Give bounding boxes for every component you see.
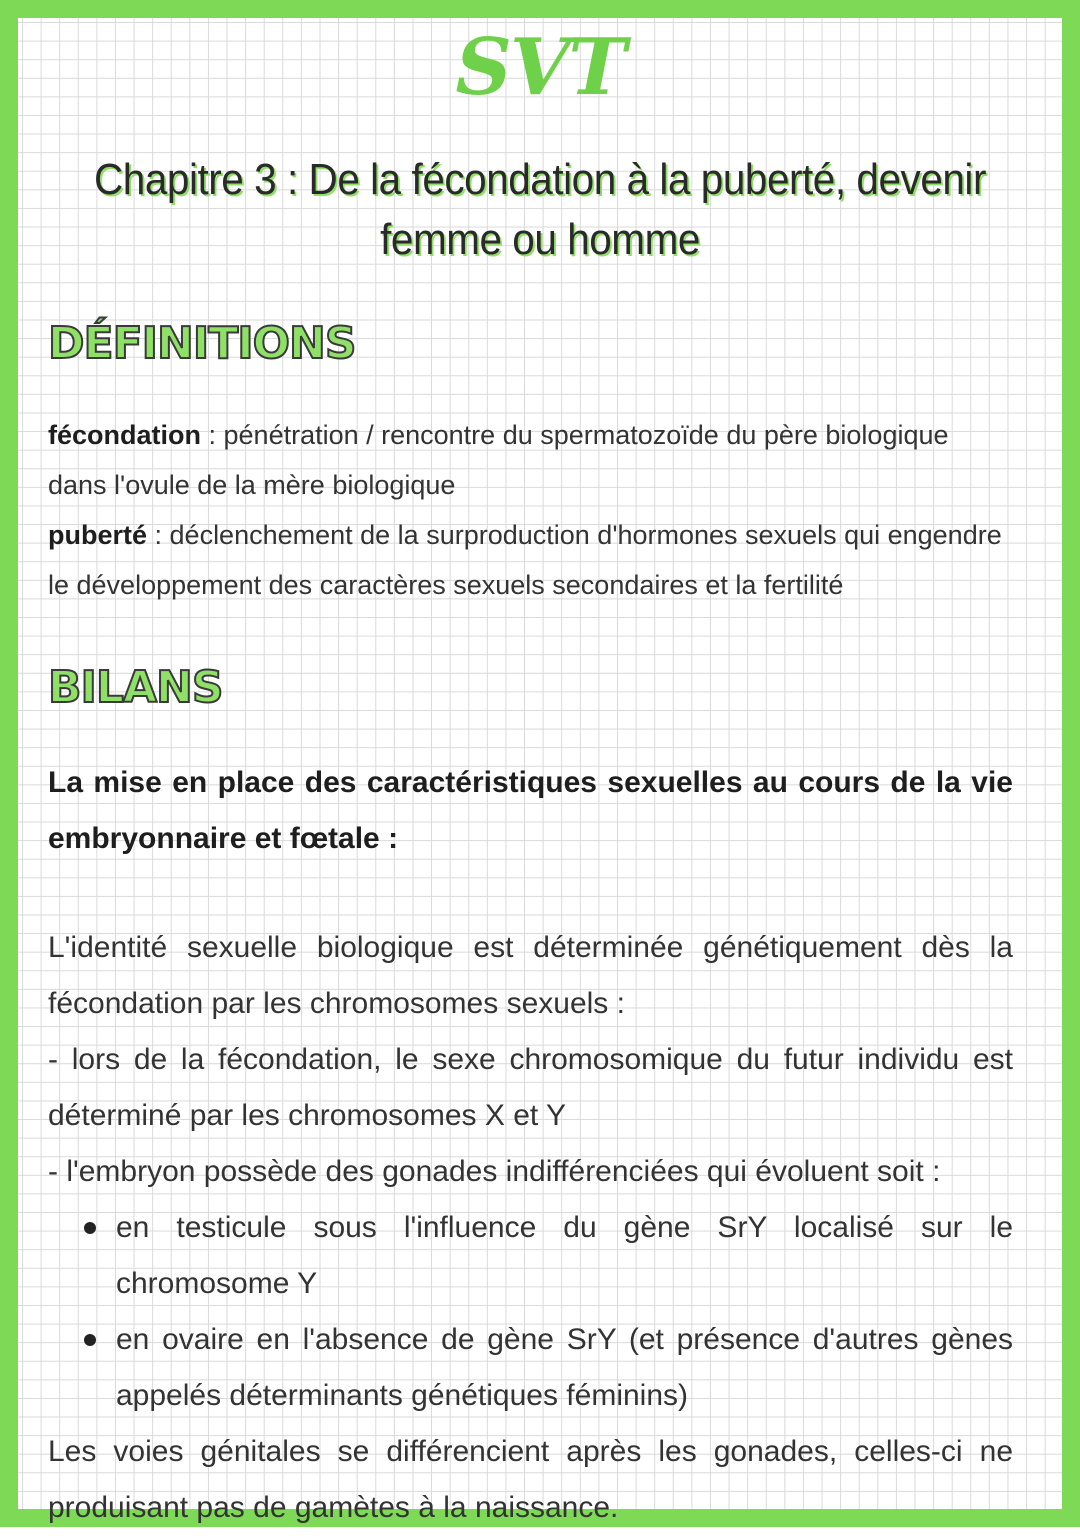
bullet-item: en ovaire en l'absence de gène SrY (et présence d'autres gènes appelés déterminants génétiques féminins): [116, 1312, 1013, 1424]
definition-text: pénétration / rencontre du spermatozoïde du père biologique dans l'ovule de la mère biologique: [48, 420, 949, 500]
definition-item: [48, 510, 1013, 610]
bilans-heading: BILANS: [48, 662, 223, 713]
definition-term: puberté: [48, 520, 148, 550]
definitions-list: [48, 410, 1013, 610]
definition-item: [48, 410, 1013, 510]
dash-item: - l'embryon possède des gonades indifférenciées qui évoluent soit :: [48, 1155, 941, 1188]
bullet-list: [48, 1200, 1013, 1424]
definition-separator: :: [147, 520, 170, 550]
dash-item: - lors de la fécondation, le sexe chromosomique du futur individu est déterminé par les chromosomes X et Y: [48, 1043, 1013, 1132]
bilans-body: [48, 920, 1013, 1536]
definition-text: déclenchement de la surproduction d'hormones sexuels qui engendre le développement des caractères sexuels secondaires et la fertilité: [48, 520, 1002, 600]
bilans-intro: La mise en place des caractéristiques sexuelles au cours de la vie embryonnaire et fœtale :: [48, 766, 1013, 855]
paragraph: Les voies génitales se différencient après les gonades, celles-ci ne produisant pas de gamètes à la naissance.: [48, 1435, 1013, 1524]
bullet-item: en testicule sous l'influence du gène SrY localisé sur le chromosome Y: [116, 1200, 1013, 1312]
paragraph: L'identité sexuelle biologique est déterminée génétiquement dès la fécondation par les chromosomes sexuels :: [48, 931, 1013, 1020]
definitions-heading: DÉFINITIONS: [48, 318, 356, 369]
definition-term: fécondation: [48, 420, 201, 450]
subject-logo: SVT: [455, 22, 625, 113]
definition-separator: :: [201, 420, 224, 450]
chapter-title: Chapitre 3 : De la fécondation à la puberté, devenir femme ou homme: [94, 155, 986, 264]
